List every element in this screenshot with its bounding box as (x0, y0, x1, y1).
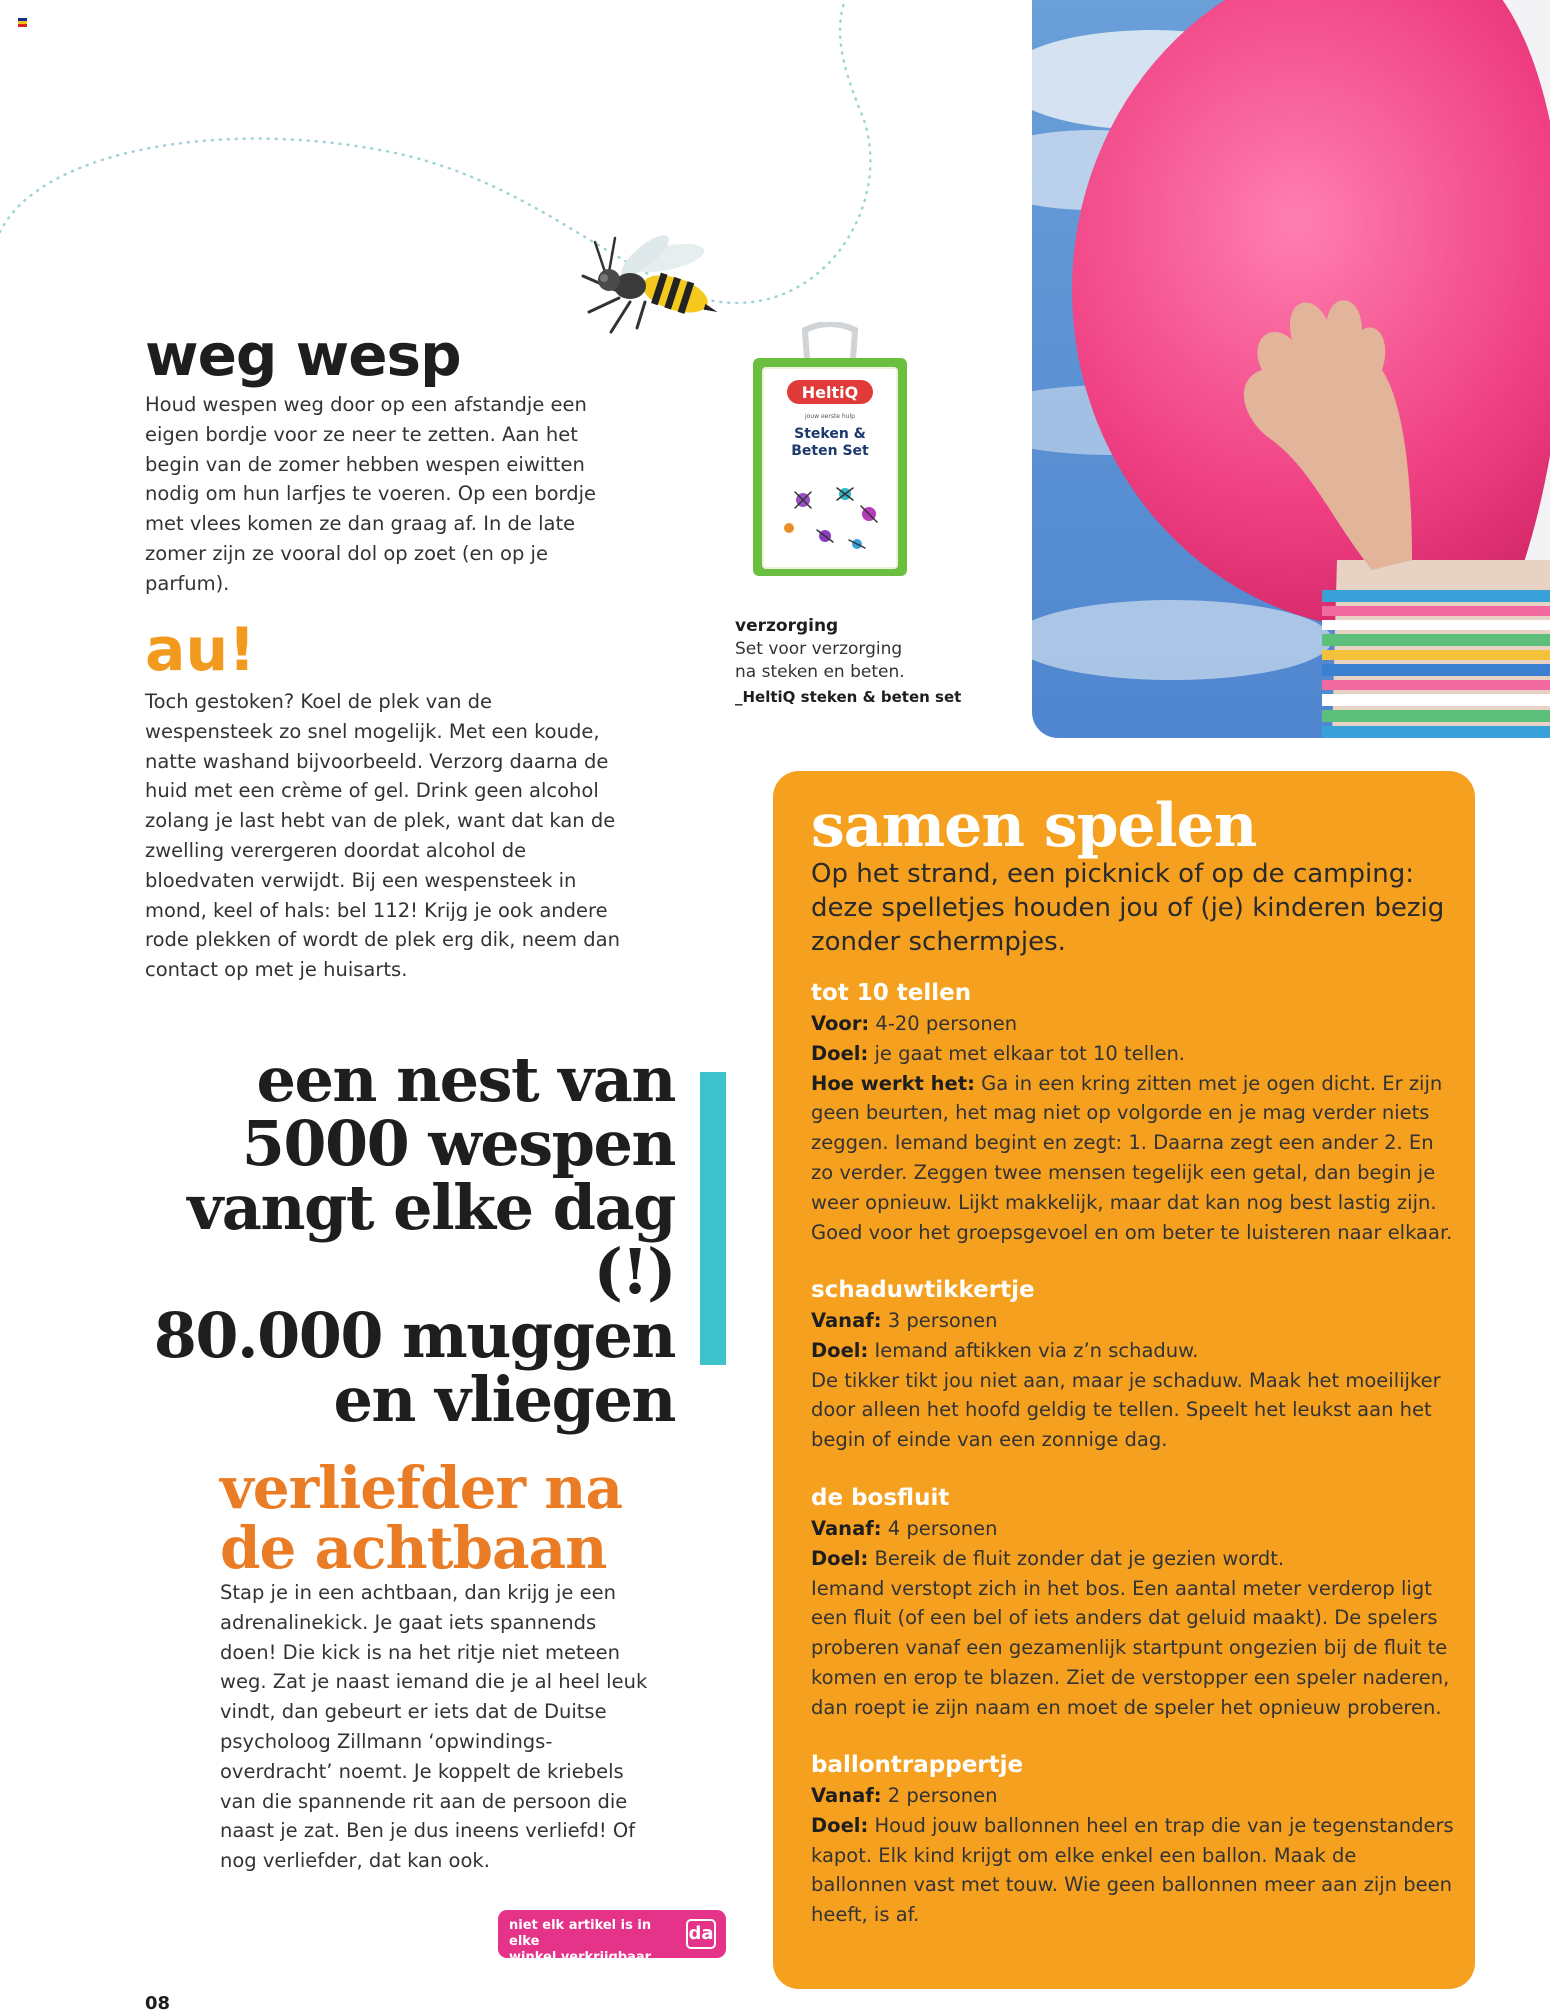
game-text: De tikker tikt jou niet aan, maar je schaduw. Maak het moeilijker door alleen het hoofd geldig te tellen. Speelt het leukst aan het begin of einde van een zonnige dag. (811, 1368, 1441, 1452)
da-logo: da (686, 1919, 716, 1949)
samen-spelen-intro: Op het strand, een picknick of op de camping: deze spelletjes houden jou of (je) kinderen bezig zonder schermpjes. (811, 859, 1445, 957)
product-caption-product: _HeltiQ steken & beten set (735, 688, 962, 706)
game-field: Doel: Iemand aftikken via z’n schaduw. (811, 1338, 1199, 1362)
availability-badge (498, 1910, 726, 1965)
product-name-line-1: Steken & (794, 426, 866, 442)
game-field: Vanaf: 2 personen (811, 1784, 998, 1807)
game-field: Doel: Houd jouw ballonnen heel en trap die van je tegenstanders kapot. Elk kind krijgt om elke enkel een ballon. Maak de ballonnen vast met touw. Wie geen ballonnen meer aan zijn been heeft, is af. (811, 1813, 1454, 1927)
weg-wesp-body: Houd wespen weg door op een afstandje een eigen bordje voor ze neer te zetten. Aan het begin van de zomer hebben wespen eiwitten nodig om hun larfjes te voeren. Op een bordje met vlees komen ze dan graag af. In de late zomer zijn ze vooral dol op zoet (en op je parfum). (145, 393, 596, 595)
heltiq-product-image (745, 322, 915, 582)
game-ballontrappertje (811, 1749, 1456, 1930)
game-title: tot 10 tellen (811, 980, 972, 1006)
game-title: ballontrappertje (811, 1752, 1024, 1778)
game-field: Vanaf: 4 personen (811, 1517, 998, 1540)
quote-line: vangt elke dag (!) (187, 1171, 675, 1308)
availability-badge-text (509, 1918, 679, 1966)
samen-spelen-box (773, 771, 1475, 1989)
game-text: Iemand verstopt zich in het bos. Een aantal meter verderop ligt een fluit (of een bel of iets anders dat geluid maakt). De spelers proberen vanaf een gezamenlijk startpunt ongezien bij de fluit te komen en erop te blazen. Ziet de verstopper een speler naderen, dan roept ie zijn naam en moet de speler het opnieuw proberen. (811, 1576, 1450, 1719)
au-body: Toch gestoken? Koel de plek van de wespensteek zo snel mogelijk. Met een koude, natte washand bijvoorbeeld. Verzorg daarna de huid met een crème of gel. Drink geen alcohol zolang je last hebt van de plek, want dat kan de zwelling verergeren doordat alcohol de bloedvaten verwijdt. Bij een wespensteek in mond, keel of hals: bel 112! Krijg je ook andere rode plekken of wordt de plek erg dik, neem dan contact op met je huisarts. (145, 690, 620, 982)
product-caption (735, 615, 985, 709)
game-field: Doel: je gaat met elkaar tot 10 tellen. (811, 1041, 1186, 1065)
badge-line-1: niet elk artikel is in elke (509, 1918, 652, 1949)
game-field: Vanaf: 3 personen (811, 1309, 998, 1332)
beach-ball-photo (1032, 0, 1550, 738)
game-schaduwtikkertje (811, 1274, 1456, 1455)
quote-line: een nest van (256, 1043, 675, 1116)
au-title: au! (145, 615, 256, 685)
game-tot-10-tellen (811, 977, 1456, 1247)
game-field: Hoe werkt het: Ga in een kring zitten met je ogen dicht. Er zijn geen beurten, het mag niet op volgorde en je mag verder niets zeggen. Iemand begint en zegt: 1. Daarna zegt een ander 2. En zo verder. Zeggen twee mensen tegelijk een getal, dan begin je weer opnieuw. Lijkt makkelijk, maar dat kan nog best lastig zijn. Goed voor het groepsgevoel en om beter te luisteren naar elkaar. (811, 1071, 1453, 1244)
flight-path-decoration (0, 0, 1030, 320)
product-tagline: jouw eerste hulp (805, 413, 855, 420)
quote-accent-bar (700, 1072, 726, 1365)
quote-line: 5000 wespen (241, 1107, 675, 1180)
product-caption-title: verzorging (735, 616, 839, 636)
verliefder-title (220, 1454, 720, 1582)
product-caption-line-2: na steken en beten. (735, 662, 905, 682)
wasp-illustration (575, 228, 725, 340)
game-title: de bosfluit (811, 1485, 950, 1511)
verliefder-title-line-1: verliefder na (220, 1454, 623, 1522)
samen-spelen-title: samen spelen (811, 791, 1257, 861)
product-caption-line-1: Set voor verzorging (735, 639, 903, 659)
verliefder-title-line-2: de achtbaan (220, 1514, 607, 1582)
quote-line: en vliegen (333, 1363, 675, 1436)
product-brand: HeltiQ (801, 383, 859, 402)
weg-wesp-title: weg wesp (145, 321, 461, 389)
quote-line: 80.000 muggen (153, 1299, 675, 1372)
badge-line-2: winkel verkrijgbaar (509, 1950, 652, 1965)
game-field: Doel: Bereik de fluit zonder dat je gezien wordt. (811, 1546, 1285, 1570)
game-field: Voor: 4-20 personen (811, 1012, 1018, 1035)
product-name-line-2: Beten Set (791, 443, 869, 459)
game-title: schaduwtikkertje (811, 1277, 1035, 1303)
verliefder-body: Stap je in een achtbaan, dan krijg je een adrenalinekick. Je gaat iets spannends doen! Die kick is na het ritje niet meteen weg. Zat je naast iemand die je al heel leuk vindt, dan gebeurt er iets dat de Duitse psycholoog Zillmann ‘opwindings-overdracht’ noemt. Je koppelt de kriebels van die spannende rit aan de persoon die naast je zat. Ben je dus ineens verliefd! Of nog verliefder, dat kan ook. (220, 1581, 648, 1873)
page-number: 08 (145, 1993, 171, 2014)
game-de-bosfluit (811, 1482, 1456, 1723)
wasp-fact-quote (130, 1043, 675, 1436)
